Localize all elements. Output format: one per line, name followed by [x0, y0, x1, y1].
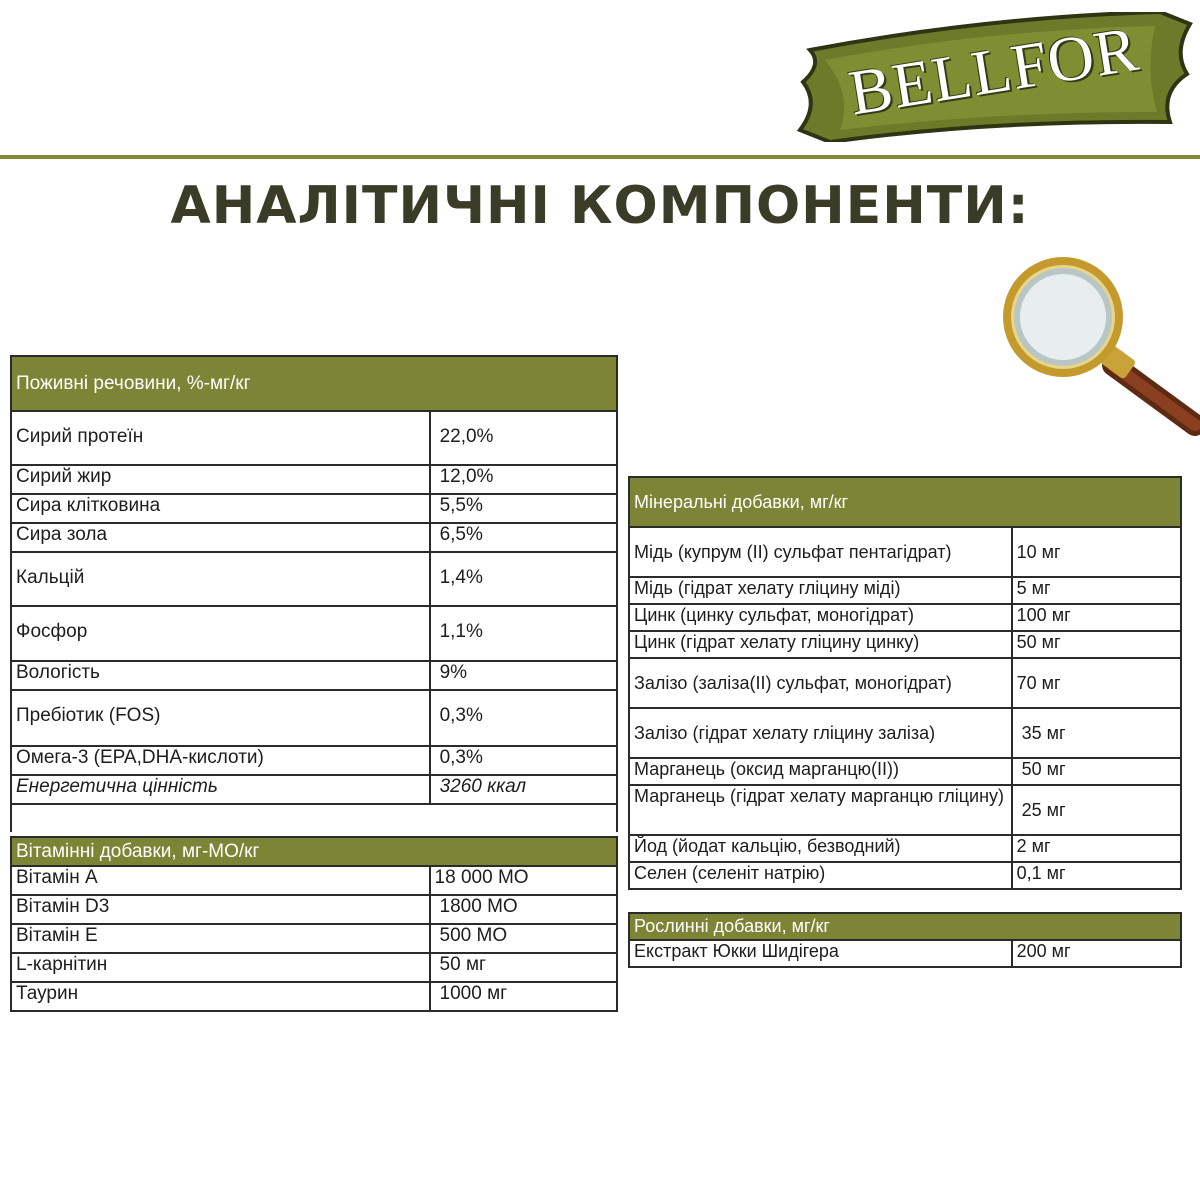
- brand-logo: [795, 12, 1195, 142]
- header-divider: [0, 155, 1200, 159]
- mineral-value: 70 мг: [1012, 658, 1181, 708]
- table-row: [11, 746, 617, 775]
- table-row: [629, 940, 1181, 967]
- table-row: [11, 465, 617, 494]
- nutrient-value: 9%: [430, 661, 617, 690]
- magnifier-icon: [995, 255, 1200, 440]
- mineral-name: Марганець (гідрат хелату марганцю гліцину): [629, 785, 1012, 835]
- mineral-name: Йод (йодат кальцію, безводний): [629, 835, 1012, 862]
- mineral-name: Залізо (заліза(II) сульфат, моногідрат): [629, 658, 1012, 708]
- nutrients-header: Поживні речовини, %-мг/кг: [11, 356, 617, 411]
- spacer-cell: [11, 804, 617, 832]
- vitamin-value: 1800 МО: [430, 895, 617, 924]
- table-row: [629, 658, 1181, 708]
- mineral-value: 10 мг: [1012, 527, 1181, 577]
- nutrient-name: Омега-3 (EPA,DHA-кислоти): [11, 746, 430, 775]
- mineral-value: 25 мг: [1012, 785, 1181, 835]
- mineral-name: Цинк (цинку сульфат, моногідрат): [629, 604, 1012, 631]
- table-row: [11, 866, 617, 895]
- vitamin-value: 500 МО: [430, 924, 617, 953]
- mineral-name: Залізо (гідрат хелату гліцину заліза): [629, 708, 1012, 758]
- vitamins-header: Вітамінні добавки, мг-МО/кг: [11, 837, 617, 866]
- herbal-header: Рослинні добавки, мг/кг: [629, 913, 1181, 940]
- mineral-value: 35 мг: [1012, 708, 1181, 758]
- nutrient-name: Сира зола: [11, 523, 430, 552]
- nutrient-name: Сирий жир: [11, 465, 430, 494]
- mineral-value: 100 мг: [1012, 604, 1181, 631]
- mineral-value: 2 мг: [1012, 835, 1181, 862]
- vitamin-name: Таурин: [11, 982, 430, 1011]
- nutrient-name: Сира клітковина: [11, 494, 430, 523]
- table-row: [11, 924, 617, 953]
- table-row: [629, 862, 1181, 889]
- vitamin-name: L-карнітин: [11, 953, 430, 982]
- table-row: [629, 835, 1181, 862]
- mineral-name: Мідь (купрум (II) сульфат пентагідрат): [629, 527, 1012, 577]
- mineral-value: 5 мг: [1012, 577, 1181, 604]
- table-row: [11, 895, 617, 924]
- mineral-name: Марганець (оксид марганцю(II)): [629, 758, 1012, 785]
- table-row: [11, 494, 617, 523]
- table-row: [11, 552, 617, 606]
- table-row: [629, 631, 1181, 658]
- nutrient-value: 5,5%: [430, 494, 617, 523]
- page-title: АНАЛІТИЧНІ КОМПОНЕНТИ:: [170, 176, 1030, 236]
- minerals-header: Мінеральні добавки, мг/кг: [629, 477, 1181, 527]
- mineral-name: Мідь (гідрат хелату гліцину міді): [629, 577, 1012, 604]
- nutrient-value: 22,0%: [430, 411, 617, 465]
- table-row: [11, 775, 617, 804]
- table-row: [629, 527, 1181, 577]
- vitamin-name: Вітамін А: [11, 866, 430, 895]
- herbal-table: [628, 912, 1182, 968]
- table-row: [11, 690, 617, 746]
- table-row: [629, 577, 1181, 604]
- mineral-name: Цинк (гідрат хелату гліцину цинку): [629, 631, 1012, 658]
- nutrient-value: 6,5%: [430, 523, 617, 552]
- table-row: [629, 758, 1181, 785]
- mineral-name: Селен (селеніт натрію): [629, 862, 1012, 889]
- nutrient-value: 0,3%: [430, 690, 617, 746]
- table-row: [11, 982, 617, 1011]
- nutrient-name: Кальцій: [11, 552, 430, 606]
- nutrient-name: Вологість: [11, 661, 430, 690]
- vitamin-name: Вітамін D3: [11, 895, 430, 924]
- mineral-value: 50 мг: [1012, 758, 1181, 785]
- table-row: [629, 708, 1181, 758]
- table-row: [629, 785, 1181, 835]
- nutrient-name: Сирий протеїн: [11, 411, 430, 465]
- vitamins-table: [10, 836, 618, 1012]
- vitamin-value: 50 мг: [430, 953, 617, 982]
- nutrient-value: 12,0%: [430, 465, 617, 494]
- vitamin-value: 18 000 МО: [430, 866, 617, 895]
- table-row: [11, 523, 617, 552]
- vitamin-value: 1000 мг: [430, 982, 617, 1011]
- table-row: [11, 411, 617, 465]
- herbal-value: 200 мг: [1012, 940, 1181, 967]
- table-spacer-row: [11, 804, 617, 832]
- table-row: [11, 661, 617, 690]
- nutrient-value: 1,4%: [430, 552, 617, 606]
- nutrient-name: Енергетична цінність: [11, 775, 430, 804]
- mineral-value: 50 мг: [1012, 631, 1181, 658]
- nutrient-value: 3260 ккал: [430, 775, 617, 804]
- logo-text: BELLFOR: [844, 12, 1144, 129]
- table-row: [629, 604, 1181, 631]
- minerals-table: [628, 476, 1182, 890]
- nutrient-name: Фосфор: [11, 606, 430, 661]
- nutrient-value: 0,3%: [430, 746, 617, 775]
- table-row: [11, 953, 617, 982]
- nutrients-table: [10, 355, 618, 832]
- mineral-value: 0,1 мг: [1012, 862, 1181, 889]
- table-row: [11, 606, 617, 661]
- vitamin-name: Вітамін Е: [11, 924, 430, 953]
- nutrient-name: Пребіотик (FOS): [11, 690, 430, 746]
- nutrient-value: 1,1%: [430, 606, 617, 661]
- herbal-name: Екстракт Юкки Шидігера: [629, 940, 1012, 967]
